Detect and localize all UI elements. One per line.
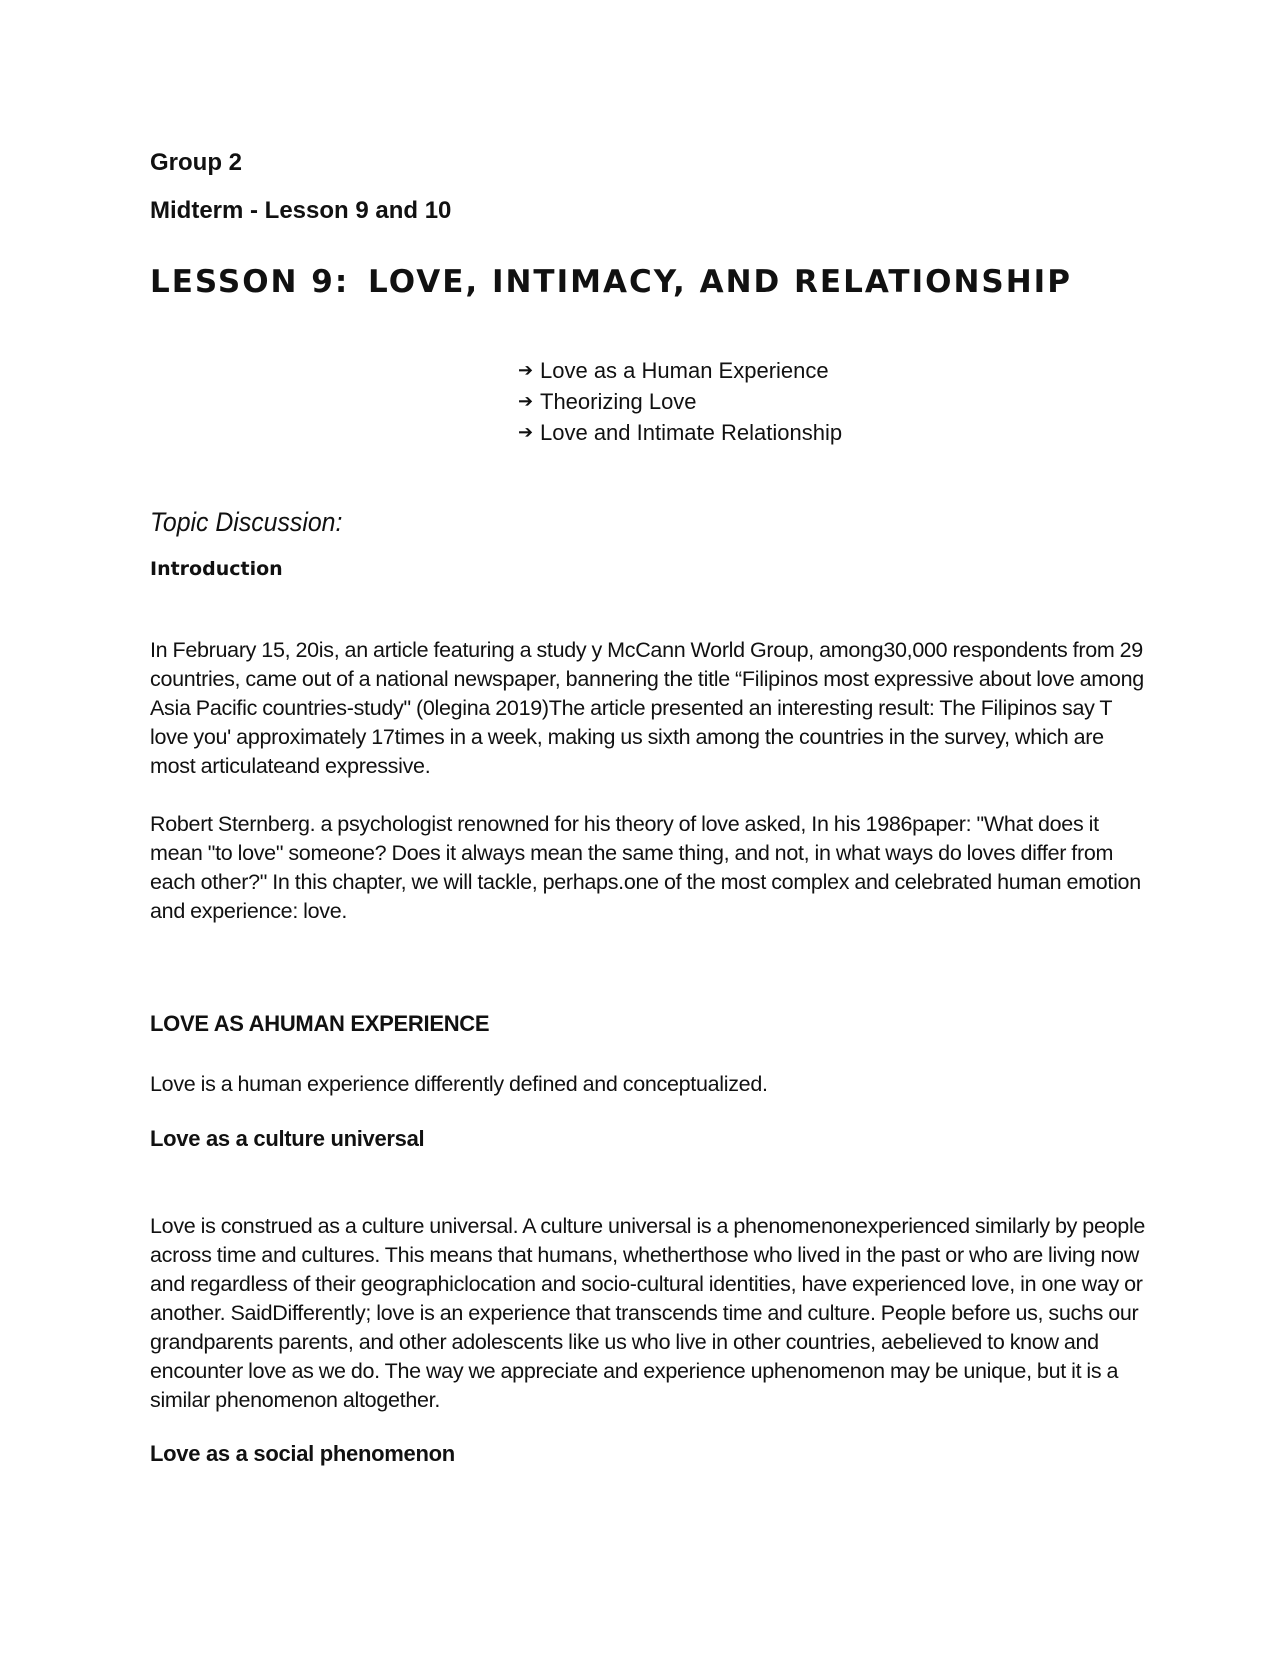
introduction-paragraph-2: Robert Sternberg. a psychologist renowned for his theory of love asked, In his 1986paper: "What does it mean "to love" someone? Does it always mean the same thing, and not, in what ways do loves differ from each other?" In this chapter, we will tackle, perhaps.one of the most complex and celebrated human emotion and experience: love.	[150, 812, 1141, 923]
social-phenomenon-heading: Love as a social phenomenon	[150, 1441, 455, 1466]
arrow-bullet-icon: ➔	[518, 391, 534, 411]
section-heading: LOVE AS AHUMAN EXPERIENCE	[150, 1011, 490, 1036]
midterm-label: Midterm - Lesson 9 and 10	[150, 197, 452, 224]
outline-item	[518, 386, 842, 417]
culture-universal-paragraph: Love is construed as a culture universal. A culture universal is a phenomenonexperienced similarly by people across time and cultures. This means that humans, whetherthose who lived in the past or who are living now and regardless of their geographiclocation and socio-cultural identities, have experienced love, in one way or another. SaidDifferently; love is an experience that transcends time and culture. People before us, suchs our grandparents parents, and other adolescents like us who live in other countries, aebelieved to know and encounter love as we do. The way we appreciate and experience uphenomenon may be unique, but it is a similar phenomenon altogether.	[150, 1214, 1146, 1412]
lesson-title	[150, 262, 1072, 302]
outline-item-label: Love as a Human Experience	[540, 358, 829, 383]
lesson-number: LESSON 9:	[150, 264, 350, 300]
topic-discussion-heading: Topic Discussion:	[150, 507, 343, 537]
outline-item-label: Love and Intimate Relationship	[540, 420, 843, 445]
lesson-name: LOVE, INTIMACY, AND RELATIONSHIP	[368, 264, 1072, 300]
introduction-heading: Introduction	[150, 558, 283, 580]
arrow-bullet-icon: ➔	[518, 360, 534, 380]
lesson-outline	[518, 355, 842, 448]
group-label: Group 2	[150, 149, 243, 176]
section-intro-paragraph: Love is a human experience differently defined and conceptualized.	[150, 1072, 768, 1096]
outline-item-label: Theorizing Love	[540, 389, 697, 414]
culture-universal-heading: Love as a culture universal	[150, 1126, 425, 1151]
arrow-bullet-icon: ➔	[518, 422, 534, 442]
outline-item	[518, 417, 842, 448]
outline-item	[518, 355, 842, 386]
introduction-paragraph-1: In February 15, 20is, an article featuring a study y McCann World Group, among30,000 respondents from 29 countries, came out of a national newspaper, bannering the title “Filipinos most expressive about love among Asia Pacific countries-study" (0legina 2019)The article presented an interesting result: The Filipinos say T love you' approximately 17times in a week, making us sixth among the countries in the survey, which are most articulateand expressive.	[150, 638, 1144, 778]
